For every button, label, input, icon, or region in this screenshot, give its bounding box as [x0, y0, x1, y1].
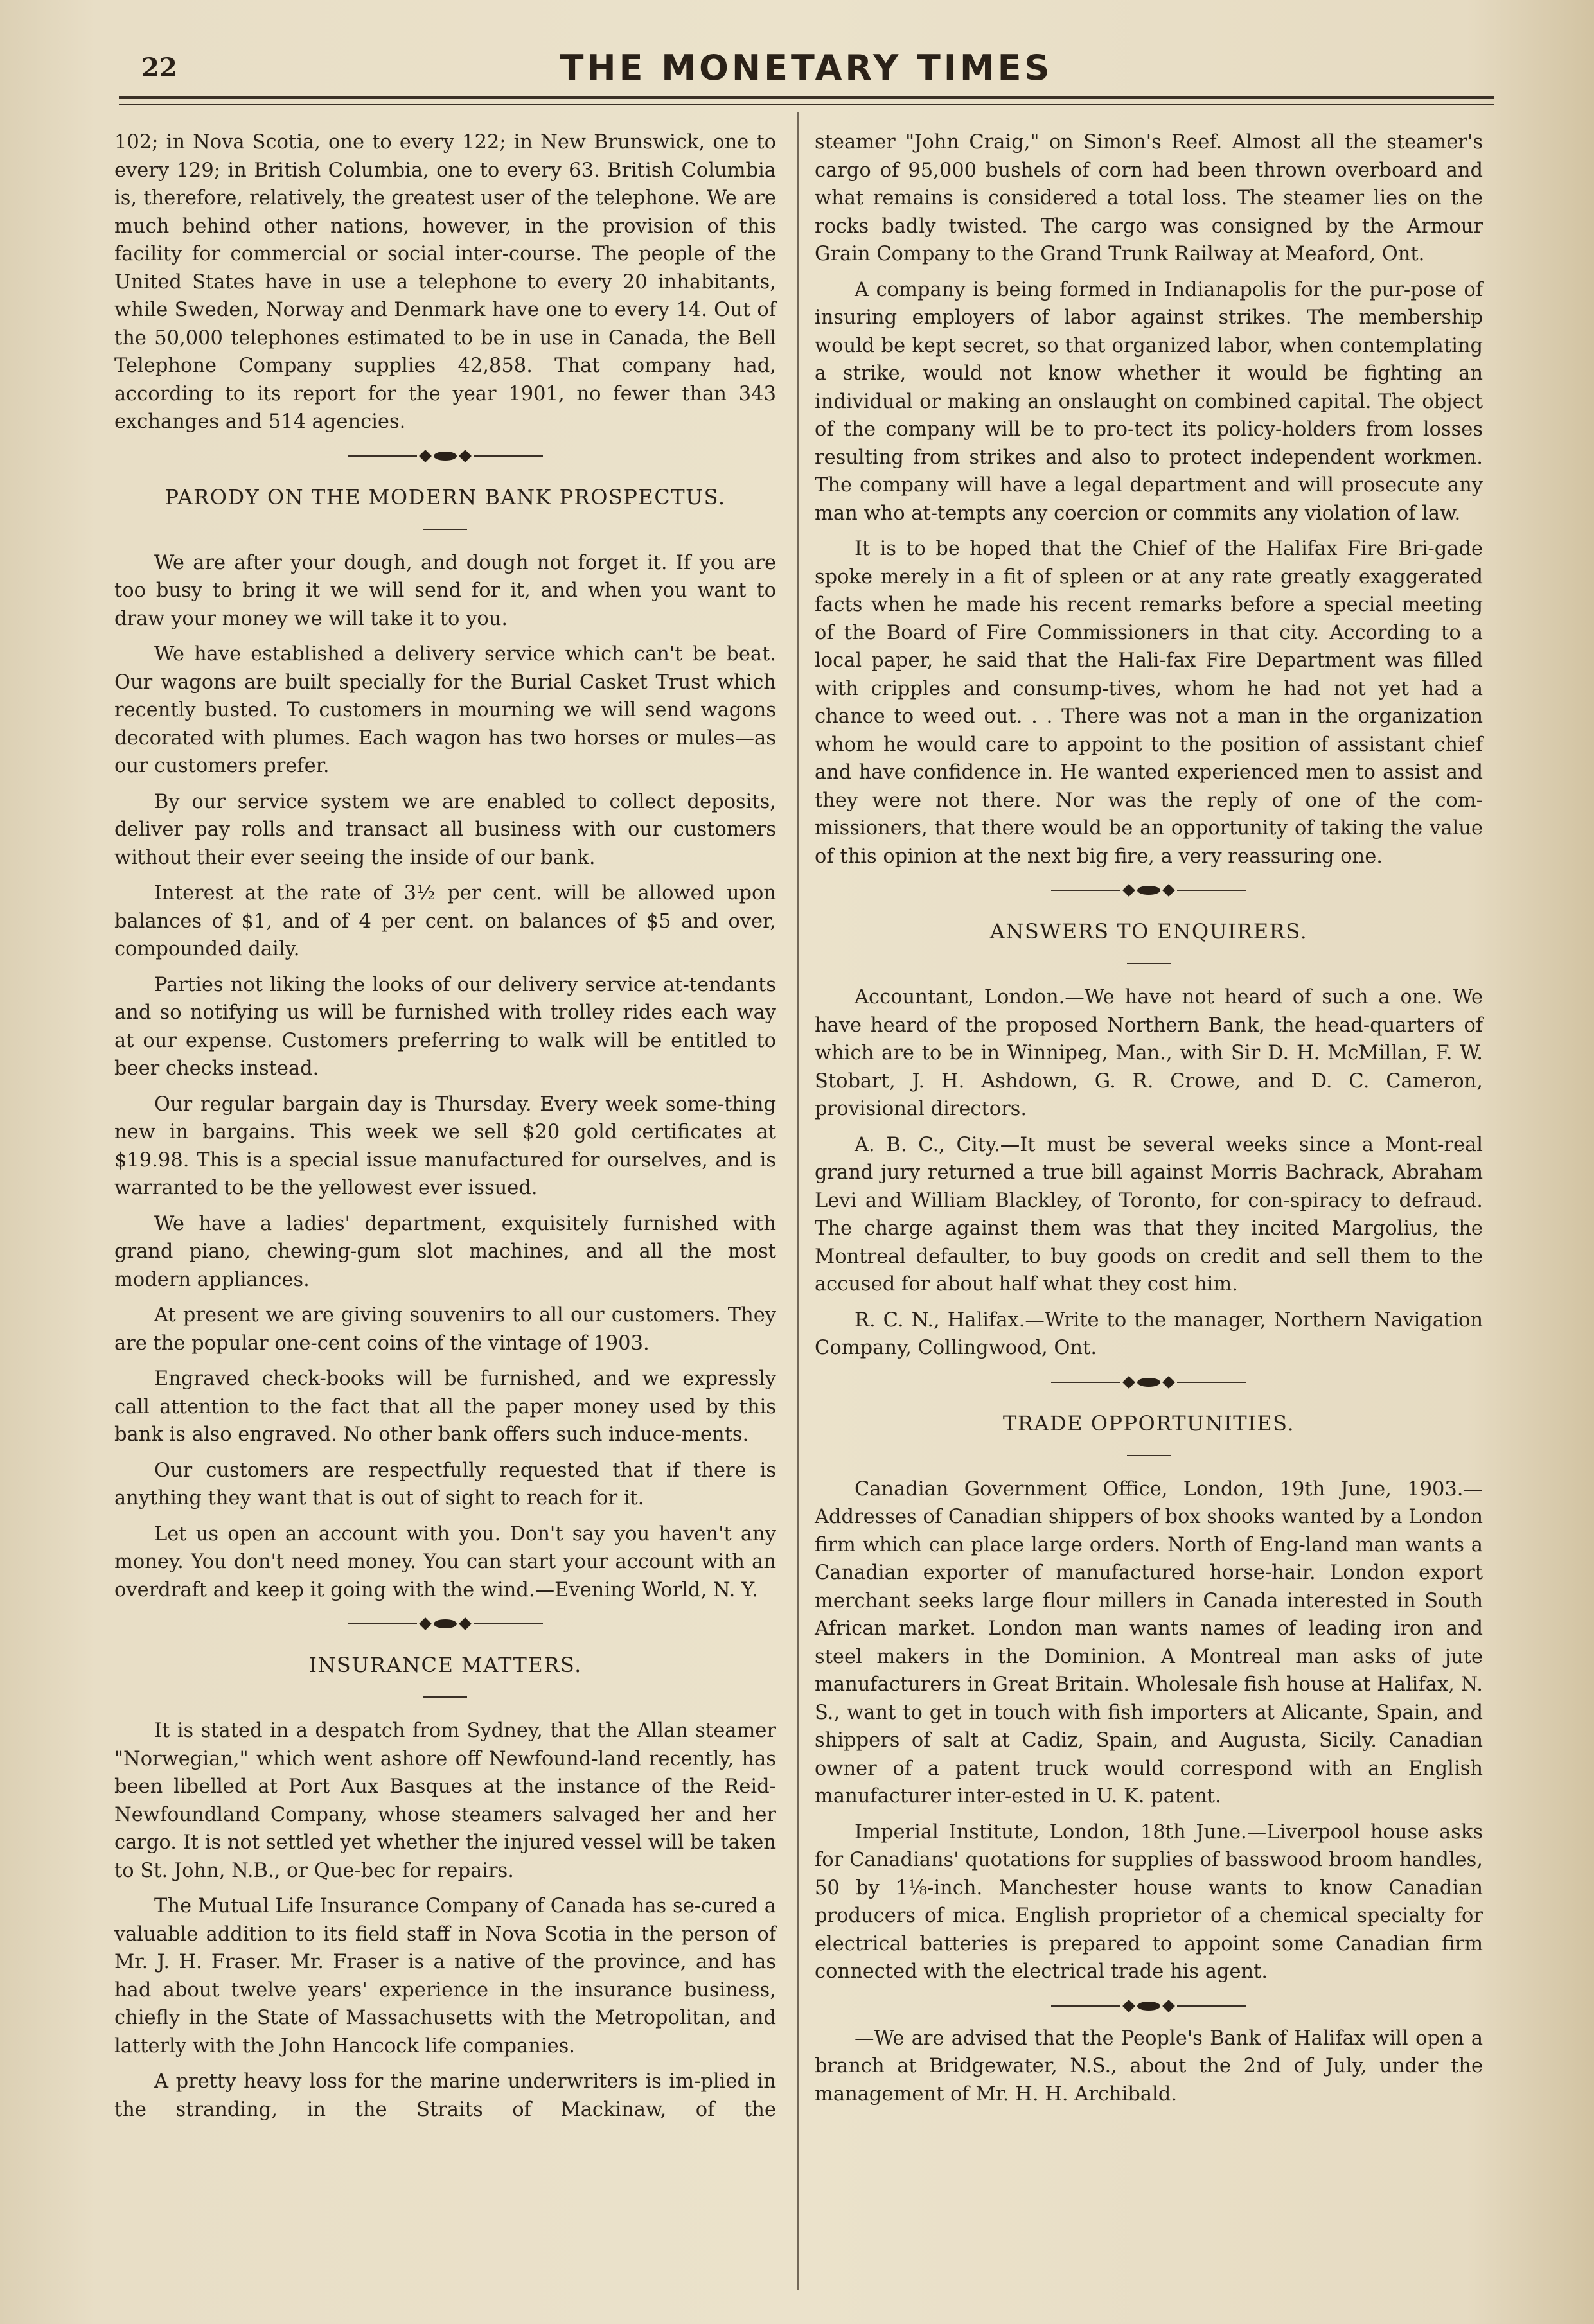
column-divider — [797, 112, 799, 2290]
right-column — [815, 128, 1483, 2116]
heading-rule — [1127, 1455, 1171, 1456]
heading-rule — [423, 1696, 467, 1698]
insurance-paragraph: It is stated in a despatch from Sydney, that the Allan steamer "Norwegian," which went ashore off Newfound-land recently, has been libelled at Port Aux Basques at the instance of the Reid-Newfoundland Company, whose steamers salvaged her and her cargo. It is not settled yet whether the injured vessel will be taken to St. John, N.B., or Que-bec for repairs. — [114, 1720, 776, 1882]
parody-paragraph: Engraved check-books will be furnished, and we expressly call attention to the fact that all the paper money used by this bank is also engraved. No other bank offers such induce-ments. — [114, 1368, 776, 1446]
parody-paragraph: At present we are giving souvenirs to all our customers. They are the popular one-cent coins of the vintage of 1903. — [114, 1304, 776, 1355]
parody-paragraph: We are after your dough, and dough not forget it. If you are too busy to bring it we will send for it, and when you want to draw your money we will take it to you. — [114, 551, 776, 630]
answers-paragraph: R. C. N., Halifax.—Write to the manager, Northern Navigation Company, Collingwood, Ont. — [815, 1308, 1483, 1359]
section-ornament — [815, 886, 1483, 895]
insurance-paragraph: The Mutual Life Insurance Company of Canada has se-cured a valuable addition to its field staff in Nova Scotia in the person of Mr. J. H. Fraser. Mr. Fraser is a native of the province, and has had about twelve years' experience in the insurance business, chiefly in the State of Massachusetts with the Metropolitan, and latterly with the John Hancock life companies. — [114, 1895, 776, 2057]
page-header — [119, 45, 1494, 96]
header-rule-thin — [119, 104, 1494, 105]
telephone-article-continuation: 102; in Nova Scotia, one to every 122; in New Brunswick, one to every 129; in British Columbia, one to every 63. British Columbia is, therefore, relatively, the greatest user of the telephone. We are much behind other nations, however, in the provision of this facility for commercial or social inter-course. The people of the United States have in use a telephone to every 20 inhabitants, while Sweden, Norway and Denmark have one to every 14. Out of the 50,000 telephones estimated to be in use in Canada, the Bell Telephone Company supplies 42,858. That company had, according to its report for the year 1901, no fewer than 343 exchanges and 514 agencies. — [114, 131, 776, 433]
insurance-heading: INSURANCE MATTERS. — [308, 1653, 582, 1677]
closing-paragraph: —We are advised that the People's Bank of Halifax will open a branch at Bridgewater, N.S., about the 2nd of July, under the management of Mr. H. H. Archibald. — [815, 2027, 1483, 2106]
page-number: 22 — [141, 53, 177, 83]
parody-paragraph: Interest at the rate of 3½ per cent. will be allowed upon balances of $1, and of 4 per cent. on balances of $5 and over, compounded daily. — [114, 882, 776, 960]
answers-paragraph: Accountant, London.—We have not heard of such a one. We have heard of the proposed Northern Bank, the head-quarters of which are to be in Winnipeg, Man., with Sir D. H. McMillan, F. W. Stobart, J. H. Ashdown, G. R. Crowe, and D. C. Cameron, provisional directors. — [815, 986, 1483, 1120]
answers-heading: ANSWERS TO ENQUIRERS. — [989, 919, 1308, 944]
masthead-title: THE MONETARY TIMES — [560, 48, 1053, 88]
header-rule-thick — [119, 96, 1494, 99]
insurance-continuation-paragraph: steamer "John Craig," on Simon's Reef. Almost all the steamer's cargo of 95,000 bushels of corn had been thrown overboard and what remains is considered a total loss. The steamer lies on the rocks badly twisted. The cargo was consigned by the Armour Grain Company to the Grand Trunk Railway at Meaford, Ont. — [815, 131, 1483, 265]
parody-paragraph: By our service system we are enabled to collect deposits, deliver pay rolls and transact all business with our customers without their ever seeing the inside of our bank. — [114, 790, 776, 869]
section-ornament — [114, 452, 776, 461]
parody-paragraph: Parties not liking the looks of our delivery service at-tendants and so notifying us will be furnished with trolley rides each way at our expense. Customers preferring to walk will be entitled to beer checks instead. — [114, 973, 776, 1080]
left-column — [114, 128, 776, 2131]
trade-paragraph: Imperial Institute, London, 18th June.—Liverpool house asks for Canadians' quotations for supplies of basswood broom handles, 50 by 1⅛-inch. Manchester house wants to know Canadian producers of mica. English proprietor of a chemical specialty for electrical batteries is prepared to appoint some Canadian firm connected with the electrical trade his agent. — [815, 1820, 1483, 1983]
heading-rule — [1127, 963, 1171, 964]
trade-paragraph: Canadian Government Office, London, 19th June, 1903.—Addresses of Canadian shippers of box shooks wanted by a London firm which can place large orders. North of Eng-land man wants a Canadian exporter of manufactured horse-hair. London export merchant seeks large flour millers in Canada interested in South African market. London man wants names of leading iron and steel makers in the Dominion. A Montreal man asks of jute manufacturers in Great Britain. Wholesale fish house at Halifax, N. S., want to get in touch with fish importers at Alicante, Spain, and shippers of salt at Cadiz, Spain, and Augusta, Sicily. Canadian owner of a patent truck would correspond with an English manufacturer inter-ested in U. K. patent. — [815, 1477, 1483, 1808]
insurance-paragraph: A pretty heavy loss for the marine underwriters is im-plied in the stranding, in the Straits of Mackinaw, of the — [114, 2070, 776, 2121]
section-ornament — [815, 1378, 1483, 1387]
answers-paragraph: A. B. C., City.—It must be several weeks since a Mont-real grand jury returned a true bill against Morris Bachrack, Abraham Levi and William Blackley, of Toronto, for con-spiracy to defraud. The charge against them was that they incited Margolius, the Montreal defaulter, to buy goods on credit and sell them to the accused for about half what they cost him. — [815, 1133, 1483, 1296]
parody-paragraph: Our regular bargain day is Thursday. Every week some-thing new in bargains. This week we sell $20 gold certificates at $19.98. This is a special issue manufactured for ourselves, and is warranted to be the yellowest ever issued. — [114, 1093, 776, 1199]
insurance-continuation-paragraph: A company is being formed in Indianapolis for the pur-pose of insuring employers of labor against strikes. The membership would be kept secret, so that organized labor, when contemplating a strike, would not know whether it would be fighting an individual or making an onslaught on combined capital. The object of the company will be to pro-tect its policy-holders from losses resulting from strikes and also to protect independent workmen. The company will have a legal department and will prosecute any man who at-tempts any coercion or commits any violation of law. — [815, 278, 1483, 525]
parody-paragraph: Let us open an account with you. Don't say you haven't any money. You don't need money. You can start your account with an overdraft and keep it going with the wind.—Evening World, N. Y. — [114, 1522, 776, 1601]
section-ornament — [114, 1619, 776, 1628]
section-ornament — [815, 2002, 1483, 2011]
parody-paragraph: We have established a delivery service which can't be beat. Our wagons are built specially for the Burial Casket Trust which recently busted. To customers in mourning we will send wagons decorated with plumes. Each wagon has two horses or mules—as our customers prefer. — [114, 643, 776, 777]
parody-heading: PARODY ON THE MODERN BANK PROSPECTUS. — [164, 484, 726, 509]
parody-paragraph: Our customers are respectfully requested that if there is anything they want that is out of sight to reach for it. — [114, 1459, 776, 1510]
parody-paragraph: We have a ladies' department, exquisitely furnished with grand piano, chewing-gum slot machines, and all the most modern appliances. — [114, 1212, 776, 1291]
trade-heading: TRADE OPPORTUNITIES. — [1002, 1411, 1295, 1436]
heading-rule — [423, 529, 467, 530]
insurance-continuation-paragraph: It is to be hoped that the Chief of the Halifax Fire Bri-gade spoke merely in a fit of spleen or at any rate greatly exaggerated facts when he made his recent remarks before a special meeting of the Board of Fire Commissioners in that city. According to a local paper, he said that the Hali-fax Fire Department was filled with cripples and consump-tives, whom he had not yet had a chance to weed out. . . There was not a man in the organization whom he would care to appoint to the position of assistant chief and have confidence in. He wanted experienced men to assist and they were not there. Nor was the reply of one of the com-missioners, that there would be an opportunity of taking the value of this opinion at the next big fire, a very reassuring one. — [815, 538, 1483, 868]
